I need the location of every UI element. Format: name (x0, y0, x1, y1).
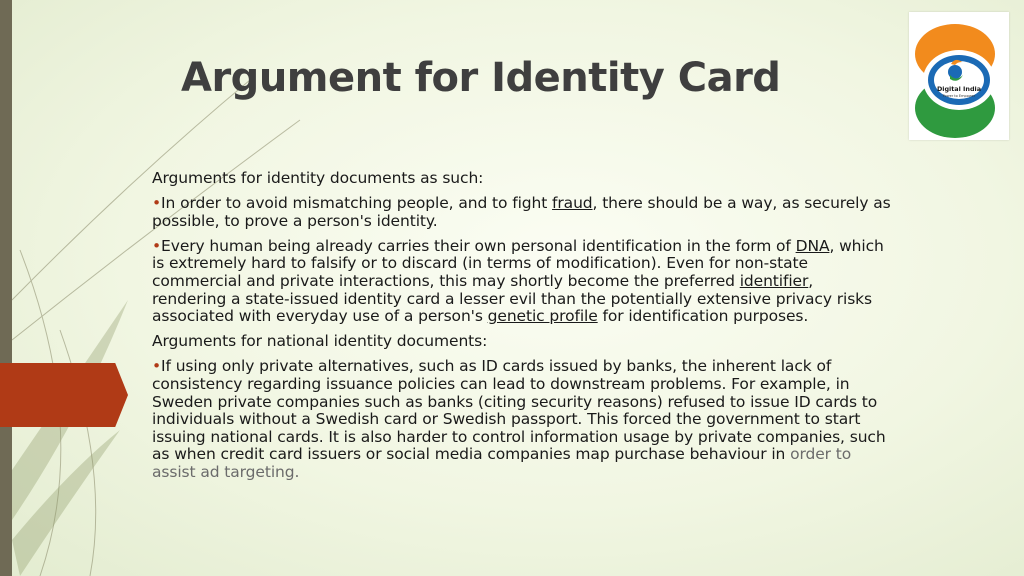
logo-name-text: Digital India (936, 85, 982, 93)
genetic-profile-link[interactable]: genetic profile (487, 307, 598, 326)
digital-india-logo (909, 12, 1009, 140)
identifier-link[interactable]: identifier (739, 271, 809, 290)
bullet-text: , rendering a state-issued identity card a lesser evil than the potentially extensive privacy risks associated with everyday use of a person's (152, 271, 873, 326)
heading-national-identity-documents: Arguments for national identity documents: (152, 332, 488, 351)
bullet-text: , there should be a way, as securely as possible, to prove a person's identity. (152, 194, 891, 230)
bullet-marker: • (152, 357, 162, 376)
ad-targeting-text: order to assist ad targeting. (152, 445, 852, 481)
dna-link[interactable]: DNA (795, 236, 830, 255)
bullet-dna (152, 238, 892, 326)
heading-identity-documents: Arguments for identity documents as such: (152, 169, 484, 187)
bullet-text: , which is extremely hard to falsify or to discard (in terms of modification). Even for non-state commercial and private interactions, this may shortly become the preferred (152, 236, 884, 290)
accent-arrow-tab (0, 363, 128, 427)
page-title: Argument for Identity Card (181, 55, 781, 101)
bullet-fraud (152, 195, 892, 230)
bullet-text: for identification purposes. (597, 307, 809, 326)
fraud-link[interactable]: fraud (552, 194, 593, 213)
logo-tagline-text: Power to Empower (942, 94, 976, 98)
body-text (152, 170, 892, 489)
bullet-text: If using only private alternatives, such as ID cards issued by banks, the inherent lack of consistency regarding issuance policies can lead to downstream problems. For example, in Sweden private companies such as banks (citing security reasons) refused to issue ID cards to individuals without a Swedish card or Swedish passport. This forced the government to start issuing national cards. It is also harder to control information usage by private companies, such as when credit card issuers or social media companies map purchase behaviour in (152, 357, 886, 464)
bullet-text: In order to avoid mismatching people, and to fight (161, 194, 553, 213)
bullet-marker: • (152, 236, 162, 255)
bullet-marker: • (152, 194, 162, 213)
digital-india-logo-icon (909, 12, 1009, 140)
bullet-private-alternatives (152, 358, 892, 481)
bullet-text: Every human being already carries their own personal identification in the form of (161, 236, 796, 255)
